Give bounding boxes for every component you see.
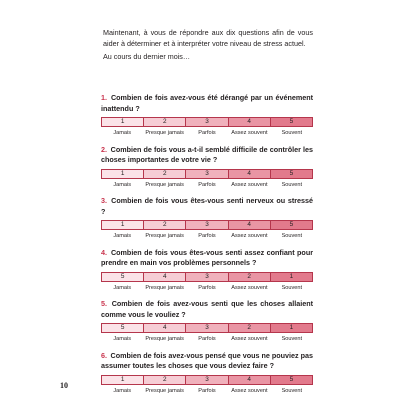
rating-option[interactable]: 3 — [185, 221, 227, 229]
question-label: Combien de fois vous a-t-il semblé difficile de contrôler les choses importantes de votre vie ? — [101, 144, 313, 165]
question-3 — [101, 196, 313, 248]
question-label: Combien de fois vous êtes-vous senti assez confiant pour prendre en main vos problèmes personnels ? — [101, 247, 314, 268]
question-6 — [101, 351, 313, 403]
question-number: 3. — [101, 196, 107, 206]
scale-label-souvent: Souvent — [281, 181, 303, 188]
rating-option[interactable]: 2 — [143, 170, 185, 178]
question-text — [101, 351, 313, 372]
scale-label-souvent: Souvent — [281, 336, 303, 343]
question-label: Combien de fois avez-vous pensé que vous ne pouviez pas assumer toutes les choses que vous deviez faire ? — [101, 350, 313, 371]
scale-label-parfois: Parfois — [198, 233, 216, 240]
questionnaire — [101, 93, 313, 403]
question-text — [101, 145, 313, 166]
rating-option[interactable]: 2 — [143, 118, 185, 126]
rating-scale — [101, 272, 313, 282]
scale-label-souvent: Souvent — [281, 233, 303, 240]
scale-label-souvent: Souvent — [281, 130, 303, 136]
question-label: Combien de fois avez-vous été dérangé par un événement inattendu ? — [101, 93, 314, 113]
question-number: 1. — [101, 93, 107, 102]
question-number: 4. — [101, 247, 107, 257]
scale-label-presque-jamais: Presque jamais — [145, 181, 184, 188]
scale-label-assez-souvent: Assez souvent — [231, 181, 268, 188]
scale-label-presque-jamais: Presque jamais — [145, 130, 184, 136]
question-2 — [101, 145, 313, 197]
rating-option[interactable]: 4 — [143, 324, 185, 332]
rating-option[interactable]: 1 — [102, 170, 143, 178]
rating-option[interactable]: 1 — [270, 324, 312, 332]
scale-label-jamais: Jamais — [113, 130, 132, 136]
question-text — [101, 248, 313, 269]
question-number: 5. — [101, 299, 107, 309]
scale-label-assez-souvent: Assez souvent — [231, 336, 268, 343]
rating-scale — [101, 169, 313, 179]
scale-label-souvent: Souvent — [281, 284, 303, 291]
scale-labels — [101, 388, 313, 394]
rating-option[interactable]: 3 — [185, 324, 227, 332]
rating-option[interactable]: 5 — [270, 170, 312, 178]
rating-option[interactable]: 5 — [102, 324, 143, 332]
page-number: 10 — [60, 381, 68, 390]
scale-label-parfois: Parfois — [198, 387, 216, 394]
question-label: Combien de fois vous êtes-vous senti nerveux ou stressé ? — [101, 196, 313, 216]
rating-option[interactable]: 3 — [185, 273, 227, 281]
rating-option[interactable]: 4 — [228, 170, 270, 178]
rating-option[interactable]: 4 — [143, 273, 185, 281]
rating-option[interactable]: 4 — [228, 118, 270, 126]
scale-label-parfois: Parfois — [198, 284, 216, 291]
scale-label-parfois: Parfois — [198, 181, 216, 188]
rating-option[interactable]: 3 — [185, 118, 227, 126]
scale-labels — [101, 182, 313, 188]
question-4 — [101, 248, 313, 300]
scale-labels — [101, 336, 313, 342]
scale-label-assez-souvent: Assez souvent — [231, 130, 268, 136]
question-text — [101, 93, 313, 114]
question-number: 2. — [101, 144, 107, 154]
rating-option[interactable]: 4 — [228, 221, 270, 229]
rating-option[interactable]: 5 — [102, 273, 143, 281]
scale-label-assez-souvent: Assez souvent — [231, 284, 268, 291]
rating-option[interactable]: 1 — [102, 118, 143, 126]
scale-label-parfois: Parfois — [198, 130, 216, 136]
rating-option[interactable]: 2 — [228, 273, 270, 281]
rating-scale — [101, 323, 313, 333]
rating-scale — [101, 375, 313, 385]
intro-lead: Au cours du dernier mois… — [103, 52, 191, 61]
rating-option[interactable]: 4 — [228, 376, 270, 384]
rating-option[interactable]: 5 — [270, 221, 312, 229]
question-text — [101, 196, 313, 217]
rating-scale — [101, 220, 313, 230]
scale-label-jamais: Jamais — [113, 336, 132, 343]
question-label: Combien de fois avez-vous senti que les choses allaient comme vous le vouliez ? — [101, 299, 313, 319]
scale-labels — [101, 130, 313, 136]
rating-option[interactable]: 3 — [185, 376, 227, 384]
rating-option[interactable]: 3 — [185, 170, 227, 178]
question-1 — [101, 93, 313, 145]
rating-option[interactable]: 1 — [102, 376, 143, 384]
scale-label-presque-jamais: Presque jamais — [145, 387, 184, 394]
scale-label-assez-souvent: Assez souvent — [231, 233, 268, 240]
scale-label-souvent: Souvent — [281, 387, 303, 394]
rating-option[interactable]: 2 — [143, 376, 185, 384]
scale-label-assez-souvent: Assez souvent — [231, 387, 268, 394]
question-5 — [101, 299, 313, 351]
question-number: 6. — [101, 350, 107, 360]
intro-paragraph: Maintenant, à vous de répondre aux dix questions afin de vous aider à déterminer et à interpréter votre niveau de stress actuel. — [103, 28, 313, 48]
rating-option[interactable]: 1 — [270, 273, 312, 281]
rating-scale — [101, 117, 313, 127]
intro-text — [103, 28, 313, 63]
scale-label-jamais: Jamais — [113, 181, 132, 188]
rating-option[interactable]: 5 — [270, 376, 312, 384]
scale-label-jamais: Jamais — [113, 284, 132, 291]
rating-option[interactable]: 5 — [270, 118, 312, 126]
scale-label-presque-jamais: Presque jamais — [145, 233, 184, 240]
question-text — [101, 299, 313, 320]
scale-label-presque-jamais: Presque jamais — [145, 284, 184, 291]
rating-option[interactable]: 2 — [143, 221, 185, 229]
scale-labels — [101, 285, 313, 291]
scale-label-parfois: Parfois — [198, 336, 216, 343]
scale-labels — [101, 233, 313, 239]
rating-option[interactable]: 1 — [102, 221, 143, 229]
rating-option[interactable]: 2 — [228, 324, 270, 332]
scale-label-jamais: Jamais — [113, 233, 132, 240]
scale-label-presque-jamais: Presque jamais — [145, 336, 184, 343]
scale-label-jamais: Jamais — [113, 387, 132, 394]
